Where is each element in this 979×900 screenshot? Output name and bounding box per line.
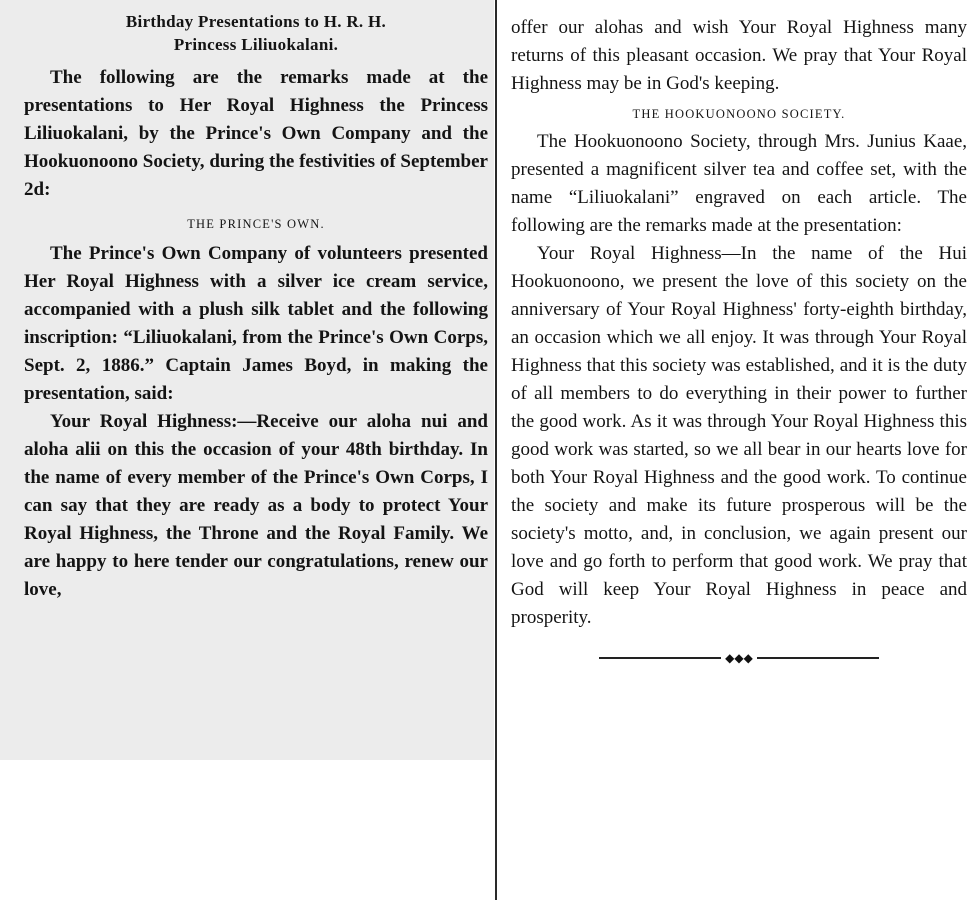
article-title xyxy=(24,10,488,56)
article-title-line-1: Birthday Presentations to H. R. H. xyxy=(125,12,387,31)
column-divider xyxy=(495,0,497,900)
section-heading-princes-own: THE PRINCE'S OWN. xyxy=(187,217,325,231)
intro-paragraph: The following are the remarks made at the presentations to Her Royal Highness the Princess Liliuokalani, by the Prince's Own Company and the Hookuonoono Society, during the festivities of September 2d: xyxy=(24,67,488,200)
ornament-line-left xyxy=(599,657,721,659)
section-heading-hookuonoono-society: THE HOOKUONOONO SOCIETY. xyxy=(632,107,846,121)
ornament-diamond-icon: ◆◆◆ xyxy=(725,651,753,665)
paragraph-boyd-remarks: Your Royal Highness:—Receive our aloha nui and aloha alii on this the occasion of your 48th birthday. In the name of every member of the Prince's Own Corps, I can say that they are ready as a body to protect Your Royal Highness, the Throne and the Royal Family. We are happy to here tender our congratulations, renew our love, xyxy=(24,411,488,600)
paragraph-society-presentation: The Hookuonoono Society, through Mrs. Junius Kaae, presented a magnificent silver tea and coffee set, with the name “Liliuokalani” engraved on each article. The following are the remarks made at the presentation: xyxy=(511,131,967,236)
left-column xyxy=(0,0,494,760)
paragraph-boyd-remarks-continued: offer our alohas and wish Your Royal Highness many returns of this pleasant occasion. We pray that Your Royal Highness may be in God's keeping. xyxy=(511,17,967,94)
left-column-text xyxy=(24,4,488,604)
paragraph-society-remarks: Your Royal Highness—In the name of the Hui Hookuonoono, we present the love of this society on the anniversary of Your Royal Highness' forty-eighth birthday, an occasion which we all enjoy. It was through Your Royal Highness that this society was established, and it is the duty of all members to do everything in their power to further the good work. As it was through Your Royal Highness this good work was started, so we all bear in our hearts love for both Your Royal Highness and the good work. To continue the society and make its future prosperous will be the society's motto, and, in conclusion, we again present our love and go forth to perform that good work. We pray that God will keep Your Royal Highness in peace and prosperity. xyxy=(511,243,967,628)
paragraph-princes-own-presentation: The Prince's Own Company of volunteers presented Her Royal Highness with a silver ice cream service, accompanied with a plush silk tablet and the following inscription: “Liliuokalani, from the Prince's Own Corps, Sept. 2, 1886.” Captain James Boyd, in making the presentation, said: xyxy=(24,243,488,404)
right-column-text xyxy=(511,14,967,664)
right-column xyxy=(499,0,979,900)
article-title-line-2: Princess Liliuokalani. xyxy=(173,35,339,54)
ornament-line-right xyxy=(757,657,879,659)
ornament-divider xyxy=(599,652,879,664)
